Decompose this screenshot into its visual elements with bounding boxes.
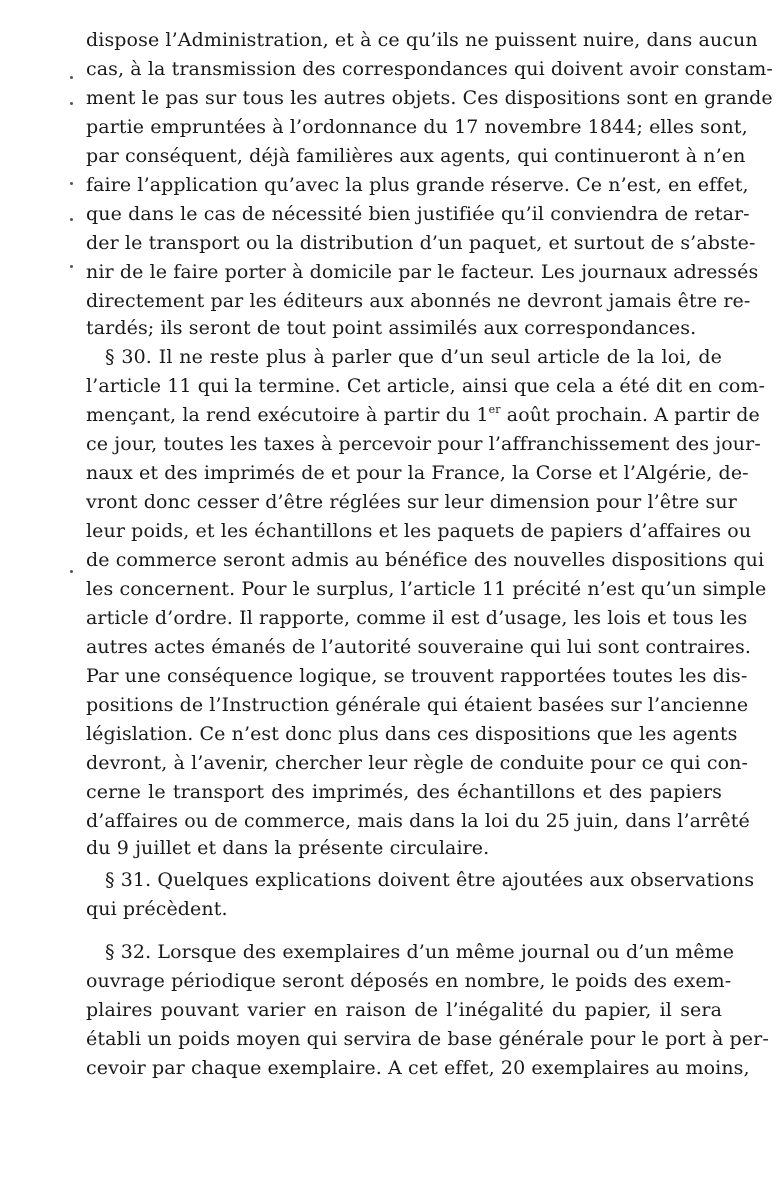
text-line: dispose l’Administration, et à ce qu’ils ne puissent nuire, dans aucun bbox=[86, 29, 758, 51]
text-line: par conséquent, déjà familières aux agents, qui continueront à n’en bbox=[86, 145, 746, 167]
margin-mark bbox=[70, 265, 73, 268]
ordinal-superscript: er bbox=[488, 403, 501, 416]
day-number: 1 bbox=[476, 404, 489, 426]
margin-mark bbox=[70, 218, 73, 221]
text-line: directement par les éditeurs aux abonnés ne devront jamais être re- bbox=[86, 290, 751, 312]
text-line: der le transport ou la distribution d’un paquet, et surtout de s’abste- bbox=[86, 232, 756, 254]
text-line: article d’ordre. Il rapporte, comme il est d’usage, les lois et tous les bbox=[86, 607, 748, 629]
text-line: naux et des imprimés de et pour la France, la Corse et l’Algérie, de- bbox=[86, 462, 749, 484]
text-line: devront, à l’avenir, chercher leur règle de conduite pour ce qui con- bbox=[86, 752, 748, 774]
section-32-start: § 32. Lorsque des exemplaires d’un même journal ou d’un même bbox=[105, 941, 735, 963]
text-line: cevoir par chaque exemplaire. A cet effet, 20 exemplaires au moins, bbox=[86, 1057, 750, 1079]
text-line: du 9 juillet et dans la présente circulaire. bbox=[86, 837, 490, 859]
text-line: législation. Ce n’est donc plus dans ces dispositions que les agents bbox=[86, 723, 738, 745]
text-line: qui précèdent. bbox=[86, 898, 228, 920]
margin-mark bbox=[70, 182, 73, 185]
text-line: faire l’application qu’avec la plus grande réserve. Ce n’est, en effet, bbox=[86, 174, 749, 196]
text-line: que dans le cas de nécessité bien justifiée qu’il conviendra de retar- bbox=[86, 203, 750, 225]
text-line: établi un poids moyen qui servira de base générale pour le port à per- bbox=[86, 1028, 769, 1050]
text-line: leur poids, et les échantillons et les paquets de papiers d’affaires ou bbox=[86, 520, 752, 542]
margin-mark bbox=[70, 102, 73, 105]
text-line: ouvrage périodique seront déposés en nombre, le poids des exem- bbox=[86, 970, 732, 992]
section-31-start: § 31. Quelques explications doivent être ajoutées aux observations bbox=[105, 869, 755, 891]
text-line: plaires pouvant varier en raison de l’inégalité du papier, il sera bbox=[86, 999, 722, 1021]
text-line-with-superscript bbox=[86, 402, 760, 428]
text-line: partie empruntées à l’ordonnance du 17 novembre 1844; elles sont, bbox=[86, 116, 748, 138]
section-30-start: § 30. Il ne reste plus à parler que d’un seul article de la loi, de bbox=[105, 346, 722, 368]
text-line: les concernent. Pour le surplus, l’article 11 précité n’est qu’un simple bbox=[86, 578, 767, 600]
text-line: Par une conséquence logique, se trouvent rapportées toutes les dis- bbox=[86, 665, 748, 687]
text-line: vront donc cesser d’être réglées sur leur dimension pour l’être sur bbox=[86, 491, 737, 513]
margin-mark bbox=[70, 76, 73, 79]
text-line: positions de l’Instruction générale qui étaient basées sur l’ancienne bbox=[86, 694, 749, 716]
line-14-end: août prochain. A partir de bbox=[500, 404, 760, 426]
text-line: tardés; ils seront de tout point assimilés aux correspondances. bbox=[86, 317, 697, 339]
text-line: d’affaires ou de commerce, mais dans la loi du 25 juin, dans l’arrêté bbox=[86, 810, 750, 832]
text-line: cas, à la transmission des correspondances qui doivent avoir constam- bbox=[86, 58, 773, 80]
text-line: nir de le faire porter à domicile par le facteur. Les journaux adressés bbox=[86, 261, 759, 283]
line-14-start: mençant, la rend exécutoire à partir du bbox=[86, 404, 471, 426]
text-line: cerne le transport des imprimés, des échantillons et des papiers bbox=[86, 781, 722, 803]
text-line: ment le pas sur tous les autres objets. Ces dispositions sont en grande bbox=[86, 87, 773, 109]
text-line: de commerce seront admis au bénéfice des nouvelles dispositions qui bbox=[86, 549, 765, 571]
margin-mark bbox=[70, 570, 73, 573]
text-line: ce jour, toutes les taxes à percevoir pour l’affranchissement des jour- bbox=[86, 433, 761, 455]
text-line: l’article 11 qui la termine. Cet article, ainsi que cela a été dit en com- bbox=[86, 375, 766, 397]
text-line: autres actes émanés de l’autorité souveraine qui lui sont contraires. bbox=[86, 636, 752, 658]
